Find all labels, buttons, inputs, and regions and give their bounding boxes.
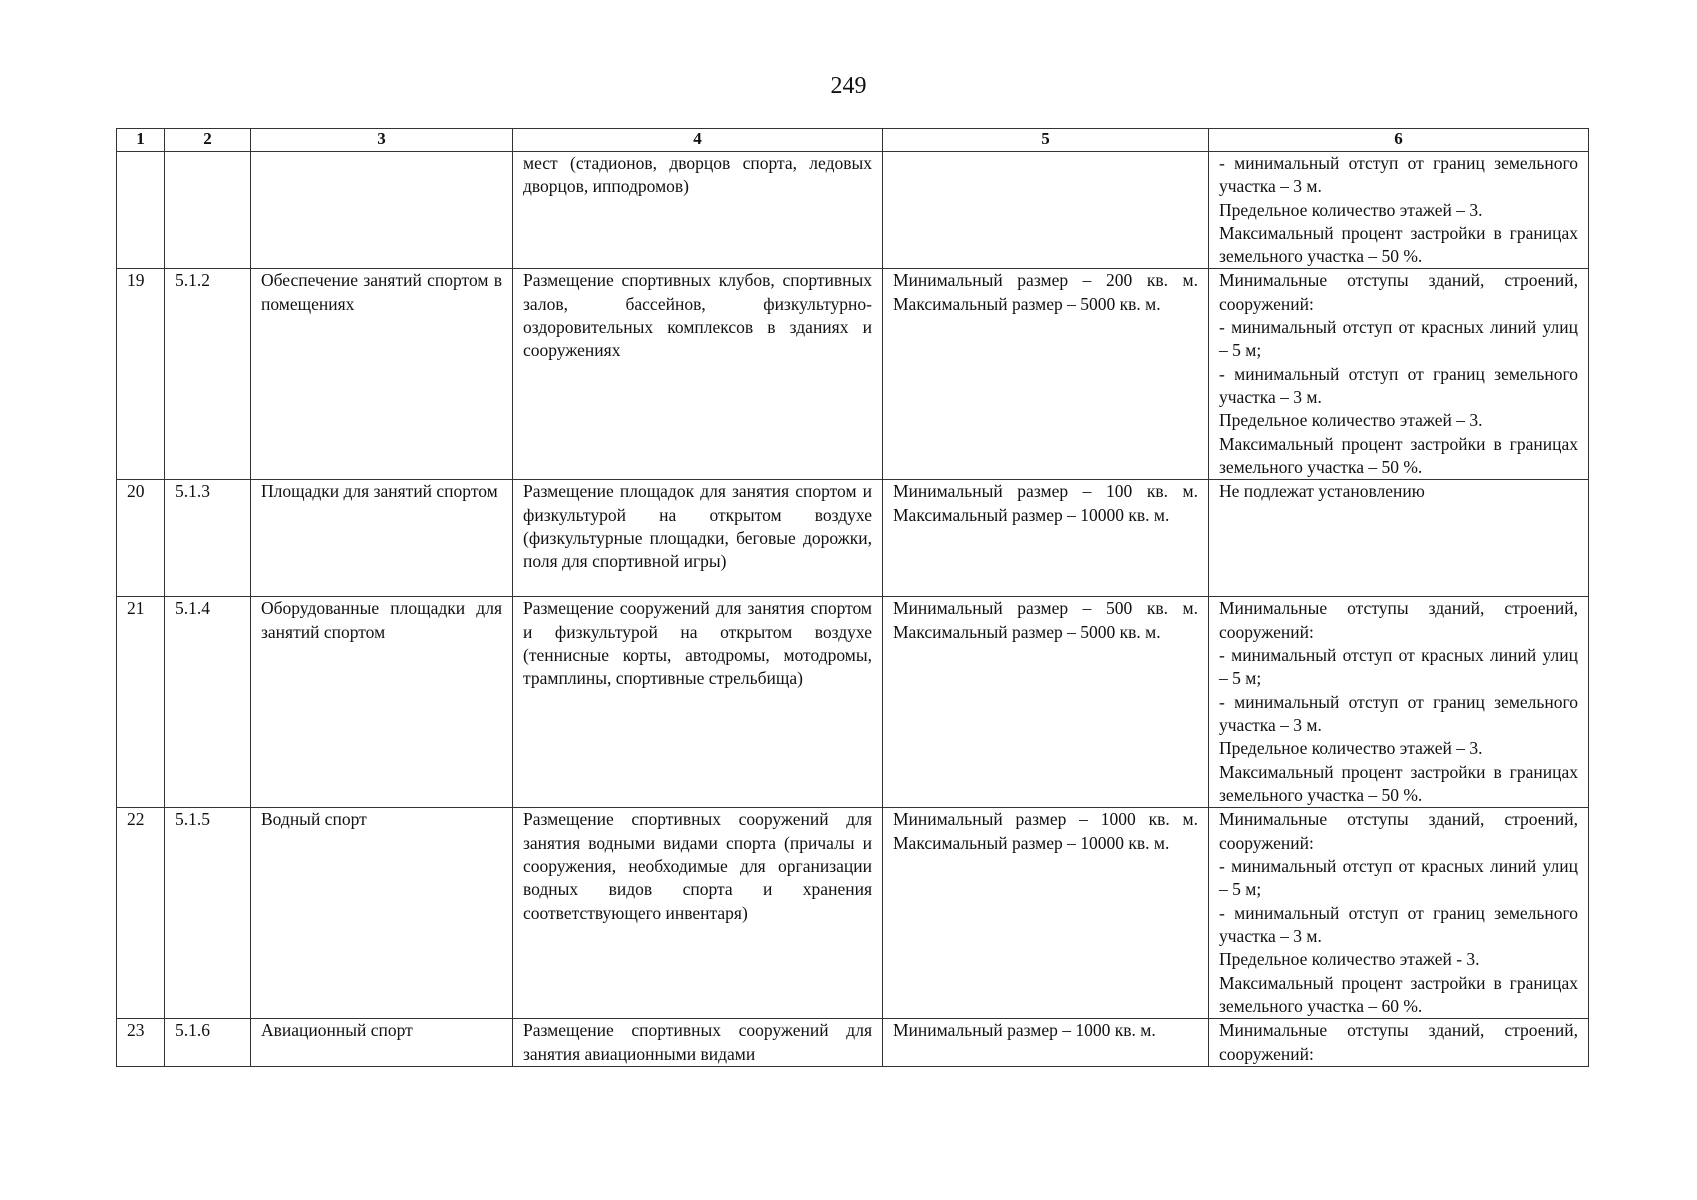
param-line: Предельное количество этажей – 3. [1219, 199, 1483, 220]
row-size [883, 152, 1209, 269]
row-description: Размещение площадок для занятия спортом и физкультурой на открытом воздухе (физкультурные площадки, беговые дорожки, поля для спортивной игры) [513, 480, 883, 597]
param-line: Предельное количество этажей - 3. [1219, 949, 1480, 970]
param-line: Максимальный процент застройки в границах земельного участка – 50 %. [1219, 761, 1578, 805]
row-parameters [1209, 808, 1589, 1019]
param-line: Предельное количество этажей – 3. [1219, 410, 1483, 431]
row-code: 5.1.4 [165, 597, 251, 808]
row-code [165, 152, 251, 269]
row-size: Минимальный размер – 500 кв. м. Максимальный размер – 5000 кв. м. [883, 597, 1209, 808]
row-name: Площадки для занятий спортом [251, 480, 513, 597]
row-description: Размещение спортивных сооружений для занятия авиационными видами [513, 1019, 883, 1067]
row-parameters [1209, 152, 1589, 269]
row-name: Авиационный спорт [251, 1019, 513, 1067]
row-number: 22 [117, 808, 165, 1019]
row-parameters [1209, 480, 1589, 597]
param-line: - минимальный отступ от границ земельного участка – 3 м. [1219, 902, 1578, 946]
table-row [117, 597, 1589, 808]
param-line: Максимальный процент застройки в границах земельного участка – 50 %. [1219, 222, 1578, 267]
row-parameters [1209, 597, 1589, 808]
row-number [117, 152, 165, 269]
row-name: Водный спорт [251, 808, 513, 1019]
param-line: Минимальные отступы зданий, строений, сооружений: [1219, 1020, 1578, 1064]
row-description: Размещение спортивных сооружений для занятия водными видами спорта (причалы и сооружения, необходимые для организации водных видов спорта и хранения соответствующего инвентаря) [513, 808, 883, 1019]
row-number: 20 [117, 480, 165, 597]
param-line: - минимальный отступ от границ земельного участка – 3 м. [1219, 691, 1578, 735]
param-line: Минимальные отступы зданий, строений, сооружений: [1219, 270, 1578, 314]
row-code: 5.1.6 [165, 1019, 251, 1067]
table-row [117, 152, 1589, 269]
column-header: 1 [117, 129, 165, 152]
row-name: Оборудованные площадки для занятий спортом [251, 597, 513, 808]
table-row [117, 808, 1589, 1019]
land-use-table [116, 128, 1589, 1067]
param-line: - минимальный отступ от границ земельного участка – 3 м. [1219, 363, 1578, 407]
row-code: 5.1.5 [165, 808, 251, 1019]
row-size: Минимальный размер – 1000 кв. м. Максимальный размер – 10000 кв. м. [883, 808, 1209, 1019]
column-header: 4 [513, 129, 883, 152]
row-name [251, 152, 513, 269]
table-row [117, 480, 1589, 597]
column-header: 2 [165, 129, 251, 152]
row-number: 19 [117, 269, 165, 480]
row-size: Минимальный размер – 1000 кв. м. [883, 1019, 1209, 1067]
row-parameters [1209, 1019, 1589, 1067]
row-description: мест (стадионов, дворцов спорта, ледовых дворцов, ипподромов) [513, 152, 883, 269]
row-code: 5.1.2 [165, 269, 251, 480]
row-size: Минимальный размер – 100 кв. м. Максимальный размер – 10000 кв. м. [883, 480, 1209, 597]
param-line: Минимальные отступы зданий, строений, сооружений: [1219, 598, 1578, 642]
row-name: Обеспечение занятий спортом в помещениях [251, 269, 513, 480]
param-line: Максимальный процент застройки в границах земельного участка – 50 %. [1219, 433, 1578, 477]
param-line: - минимальный отступ от красных линий улиц – 5 м; [1219, 856, 1578, 900]
param-line: - минимальный отступ от красных линий улиц – 5 м; [1219, 645, 1578, 689]
row-size: Минимальный размер – 200 кв. м. Максимальный размер – 5000 кв. м. [883, 269, 1209, 480]
row-code: 5.1.3 [165, 480, 251, 597]
row-number: 23 [117, 1019, 165, 1067]
page-number: 249 [830, 73, 867, 99]
row-number: 21 [117, 597, 165, 808]
table-header-row [117, 129, 1589, 152]
param-line: - минимальный отступ от границ земельного участка – 3 м. [1219, 153, 1578, 197]
param-line: Минимальные отступы зданий, строений, сооружений: [1219, 809, 1578, 853]
table-row [117, 1019, 1589, 1067]
row-description: Размещение спортивных клубов, спортивных залов, бассейнов, физкультурно-оздоровительных комплексов в зданиях и сооружениях [513, 269, 883, 480]
column-header: 6 [1209, 129, 1589, 152]
column-header: 5 [883, 129, 1209, 152]
table-row [117, 269, 1589, 480]
param-line: - минимальный отступ от красных линий улиц – 5 м; [1219, 317, 1578, 361]
column-header: 3 [251, 129, 513, 152]
param-line: Не подлежат установлению [1219, 481, 1425, 502]
row-description: Размещение сооружений для занятия спортом и физкультурой на открытом воздухе (теннисные корты, автодромы, мотодромы, трамплины, спортивные стрельбища) [513, 597, 883, 808]
param-line: Максимальный процент застройки в границах земельного участка – 60 %. [1219, 972, 1578, 1016]
param-line: Предельное количество этажей – 3. [1219, 738, 1483, 759]
row-parameters [1209, 269, 1589, 480]
